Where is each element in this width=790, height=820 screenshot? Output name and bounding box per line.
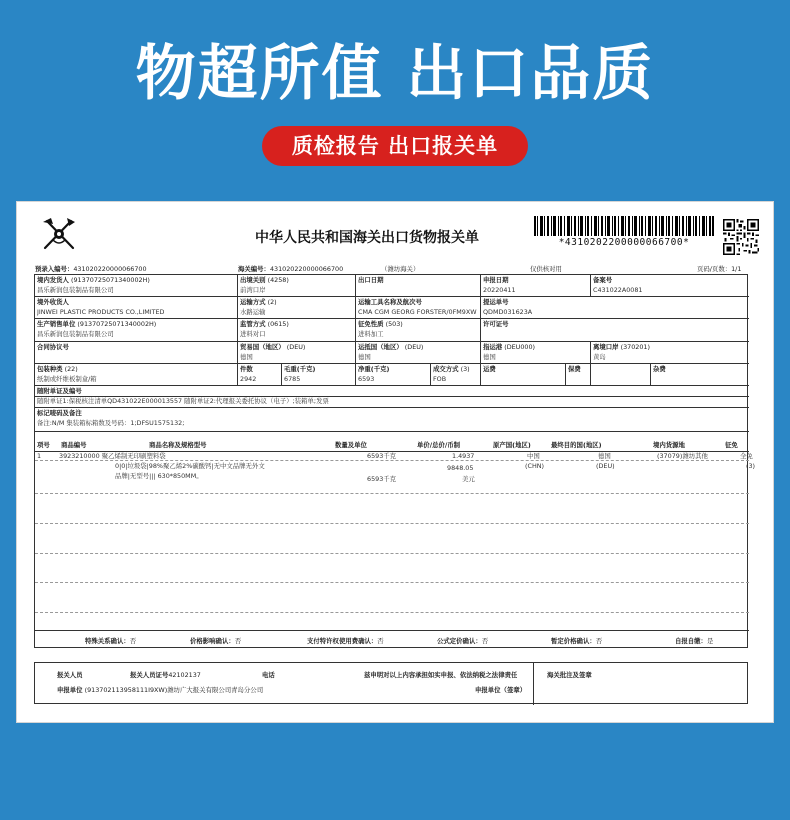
exit-port: 离境口岸 (370201) — [593, 343, 650, 351]
supervision-mode: 监管方式 (0615) — [240, 320, 289, 328]
bill-of-lading-label: 提运单号 — [483, 298, 509, 306]
verification-note: 仅供核对用 — [530, 265, 562, 273]
contract-label: 合同协议号 — [37, 343, 69, 351]
gross-weight-label: 毛重(千克) — [284, 365, 316, 373]
item-total-price: 9848.05 — [447, 464, 474, 472]
exit-port-value: 黄岛 — [593, 353, 606, 361]
pieces-value: 2942 — [240, 375, 257, 383]
col-exempt: 征免 — [725, 441, 738, 449]
item-source: (37079)潍坊其他 — [657, 452, 708, 460]
item-no: 1 — [37, 452, 42, 460]
col-quantity: 数量及单位 — [335, 441, 367, 449]
producer-value: 昌乐新润包装制品有限公司 — [37, 330, 114, 338]
producer: 生产销售单位 (91370725071340002H) — [37, 320, 157, 328]
vessel-label: 运输工具名称及航次号 — [358, 298, 422, 306]
record-number-label: 备案号 — [593, 276, 613, 284]
item-spec-2: 品牌|无型号||| 630*850MM。 — [115, 472, 203, 480]
gross-weight-value: 6785 — [284, 375, 301, 383]
col-origin: 原产国(地区) — [493, 441, 531, 449]
item-qty-1: 6593千克 — [367, 452, 397, 460]
barcode — [534, 216, 714, 236]
trade-terms: 成交方式 (3) — [433, 365, 470, 373]
item-destination: 德国 — [598, 452, 611, 460]
tax-exemption-value: 进料加工 — [358, 330, 384, 338]
customs-number: 海关编号：431020220000066700 — [238, 265, 344, 273]
item-exempt-code: (3) — [746, 462, 756, 470]
agent-cert: 报关人员证号42102137 — [130, 671, 201, 679]
confirm-special-relation: 特殊关系确认：否 — [85, 637, 137, 645]
col-item-no: 项号 — [37, 441, 50, 449]
phone-label: 电话 — [262, 671, 275, 679]
col-hs-code: 商品编号 — [61, 441, 87, 449]
agent-label: 报关人员 — [57, 671, 83, 679]
declaring-unit-seal: 申报单位（签章） — [475, 686, 527, 694]
page-count: 页码/页数：1/1 — [697, 265, 742, 273]
arrival-country-value: 德国 — [358, 353, 371, 361]
item-exempt: 全免 — [740, 452, 753, 460]
col-destination: 最终目的国(地区) — [551, 441, 602, 449]
destination-port: 指运港 (DEU000) — [483, 343, 536, 351]
col-goods-name: 商品名称及规格型号 — [149, 441, 207, 449]
item-spec-1: 0|0|垃圾袋|98%聚乙烯2%碳酸钙|无中文品牌无外文 — [115, 462, 265, 470]
license-label: 许可证号 — [483, 320, 509, 328]
declaration-footer — [34, 662, 748, 704]
confirm-self-declare: 自报自缴：是 — [675, 637, 714, 645]
document-title: 中华人民共和国海关出口货物报关单 — [255, 230, 479, 246]
pre-entry-number: 预录入编号：431020220000066700 — [35, 265, 147, 273]
item-destination-code: (DEU) — [596, 462, 615, 470]
qr-code — [723, 219, 759, 255]
net-weight-label: 净重(千克) — [358, 365, 390, 373]
trade-country-value: 德国 — [240, 353, 253, 361]
item-code-name: 3923210000 聚乙烯制无印刷塑料袋 — [59, 452, 166, 460]
domestic-shipper-value: 昌乐新润包装制品有限公司 — [37, 286, 114, 294]
consignee-label: 境外收货人 — [37, 298, 69, 306]
col-source: 境内货源地 — [653, 441, 685, 449]
declaration-form — [34, 274, 756, 648]
declaring-unit: 申报单位 (913702113958111I9XW)潍坊广大报关有限公司青岛分公司 — [57, 686, 264, 694]
item-currency: 美元 — [462, 475, 475, 483]
transport-mode-value: 水路运输 — [240, 308, 266, 316]
item-unit-price: 1.4937 — [452, 452, 475, 460]
net-weight-value: 6593 — [358, 375, 375, 383]
marks-label: 标记唛码及备注 — [37, 409, 82, 417]
exit-customs-value: 前湾口岸 — [240, 286, 266, 294]
hero-badge: 质检报告 出口报关单 — [262, 126, 528, 166]
customs-signature-label: 海关批注及签章 — [547, 671, 592, 679]
attached-docs-value: 随附单证1:保税核注清单QD431022E000013557 随附单证2:代理报关委托协议（电子）;装箱单;发票 — [37, 397, 329, 405]
item-origin: 中国 — [527, 452, 540, 460]
liability-statement: 兹申明对以上内容承担如实申报、依法纳税之法律责任 — [364, 671, 518, 679]
destination-port-value: 德国 — [483, 353, 496, 361]
transport-mode: 运输方式 (2) — [240, 298, 277, 306]
declare-date-value: 20220411 — [483, 286, 516, 294]
confirm-price-impact: 价格影响确认：否 — [190, 637, 242, 645]
marks-value: 备注:N/M 集装箱标箱数及号码：1;DFSU1575132; — [37, 419, 185, 427]
confirm-royalty: 支付特许权使用费确认：否 — [307, 637, 384, 645]
insurance-label: 保费 — [568, 365, 581, 373]
confirm-formula-pricing: 公式定价确认：否 — [437, 637, 489, 645]
freight-label: 运费 — [483, 365, 496, 373]
export-date-label: 出口日期 — [358, 276, 384, 284]
customs-declaration-document — [16, 201, 774, 723]
customs-office: （潍坊海关） — [381, 265, 420, 273]
exit-customs: 出境关别 (4258) — [240, 276, 289, 284]
declare-date-label: 申报日期 — [483, 276, 509, 284]
record-number-value: C431022A0081 — [593, 286, 643, 294]
trade-terms-value: FOB — [433, 375, 447, 383]
pieces-label: 件数 — [240, 365, 253, 373]
item-qty-2: 6593千克 — [367, 475, 397, 483]
vessel-value: CMA CGM GEORG FORSTER/0FM9XW — [358, 308, 477, 316]
customs-emblem-icon — [39, 216, 79, 252]
attached-docs-label: 随附单证及编号 — [37, 387, 82, 395]
domestic-shipper: 境内发货人 (91370725071340002H) — [37, 276, 150, 284]
package-type: 包装种类 (22) — [37, 365, 78, 373]
consignee-value: JINWEI PLASTIC PRODUCTS CO.,LIMITED — [37, 308, 165, 316]
misc-fee-label: 杂费 — [653, 365, 666, 373]
bill-of-lading-value: QDMD031623A — [483, 308, 533, 316]
confirm-provisional-price: 暂定价格确认：否 — [551, 637, 603, 645]
package-type-value: 纸制或纤维板制盒/箱 — [37, 375, 97, 383]
col-price: 单价/总价/币制 — [417, 441, 461, 449]
barcode-number: *4310202200000066700* — [558, 237, 690, 248]
supervision-mode-value: 进料对口 — [240, 330, 266, 338]
item-origin-code: (CHN) — [525, 462, 545, 470]
tax-exemption: 征免性质 (503) — [358, 320, 403, 328]
trade-country: 贸易国（地区） (DEU) — [240, 343, 306, 351]
hero-title: 物超所值 出口品质 — [135, 39, 655, 109]
arrival-country: 运抵国（地区） (DEU) — [358, 343, 424, 351]
